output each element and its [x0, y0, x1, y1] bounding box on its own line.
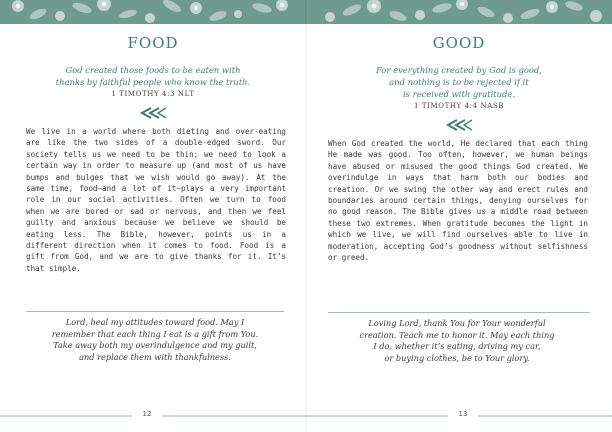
page-title: FOOD: [127, 34, 179, 52]
verse-line: is received with gratitude.: [402, 89, 516, 99]
page-title: GOOD: [432, 34, 486, 52]
verse-line: For everything created by God is good,: [376, 65, 542, 75]
verse-line: God created those foods to be eaten with: [65, 65, 241, 75]
scripture-verse: [336, 64, 582, 112]
footer-rule: [306, 415, 448, 417]
prayer-line: Lord, heal my attitudes toward food. May I: [65, 317, 245, 327]
footer-rule: [162, 415, 306, 417]
prayer-line: I do, whether it’s eating, driving my car,: [373, 341, 541, 352]
divider-rule: [26, 311, 284, 312]
double-chevron-left-icon: [139, 107, 167, 119]
verse-line: and nothing is to be rejected if it: [389, 77, 529, 87]
prayer-line: remember that each thing I eat is a gift from You.: [51, 328, 259, 339]
divider-rule: [328, 312, 590, 313]
prayer-line: Loving Lord, thank You for Your wonderful: [368, 318, 546, 328]
right-page: [306, 24, 612, 432]
verse-reference: 1 TIMOTHY 4:4 NASB: [413, 102, 505, 110]
devotional-body: When God created the world, He declared that each thing He made was good. Too often, however, we human beings have abused or misused the good things God created. We overindulge in ways that harm both our bodies and creation. Or we swing the other way and erect rules and boundaries around certain things, denying ourselves for no good reason. The Bible gives us a middle road between these two extremes. When gratitude becomes the light in which we live, we will find ourselves able to live in moderation, accepting God’s goodness without selfishness or greed.: [328, 139, 588, 263]
page-number: 12: [142, 410, 152, 418]
prayer-line: and replace them with thankfulness.: [79, 351, 231, 362]
verse-reference: 1 TIMOTHY 4:3 NLT: [111, 90, 195, 98]
devotional-body: We live in a world where both dieting and over-eating are like the two sides of a double-edged sword. Our society tells us we need to be thin; we need to look a certain way in order to measure up (and most of us have bumps and bulges that we wish would go away). At the same time, food—and a lot of it—plays a very important role in our social activities. Often we turn to food when we are bored or sad or nervous, and then we feel guilty and anxious because we believe we should be eating less. The Bible, however, points us in a different direction when it comes to food. Food is a gift from God, and we are to give thanks for it. It’s that simple.: [26, 127, 286, 273]
prayer: [26, 317, 284, 363]
verse-line: thanks by faithful people who know the truth.: [55, 77, 251, 87]
double-chevron-left-icon: [445, 119, 473, 131]
prayer-line: or buying clothes, be to Your glory.: [384, 352, 530, 363]
scripture-verse: [30, 64, 276, 100]
footer-rule: [478, 415, 612, 417]
prayer: [328, 318, 586, 364]
prayer-line: Take away both my overindulgence and my guilt,: [53, 340, 257, 351]
page-number: 13: [458, 410, 468, 418]
footer-rule: [0, 415, 132, 417]
left-page: [0, 24, 306, 432]
prayer-line: creation. Teach me to honor it. May each thing: [359, 329, 555, 340]
